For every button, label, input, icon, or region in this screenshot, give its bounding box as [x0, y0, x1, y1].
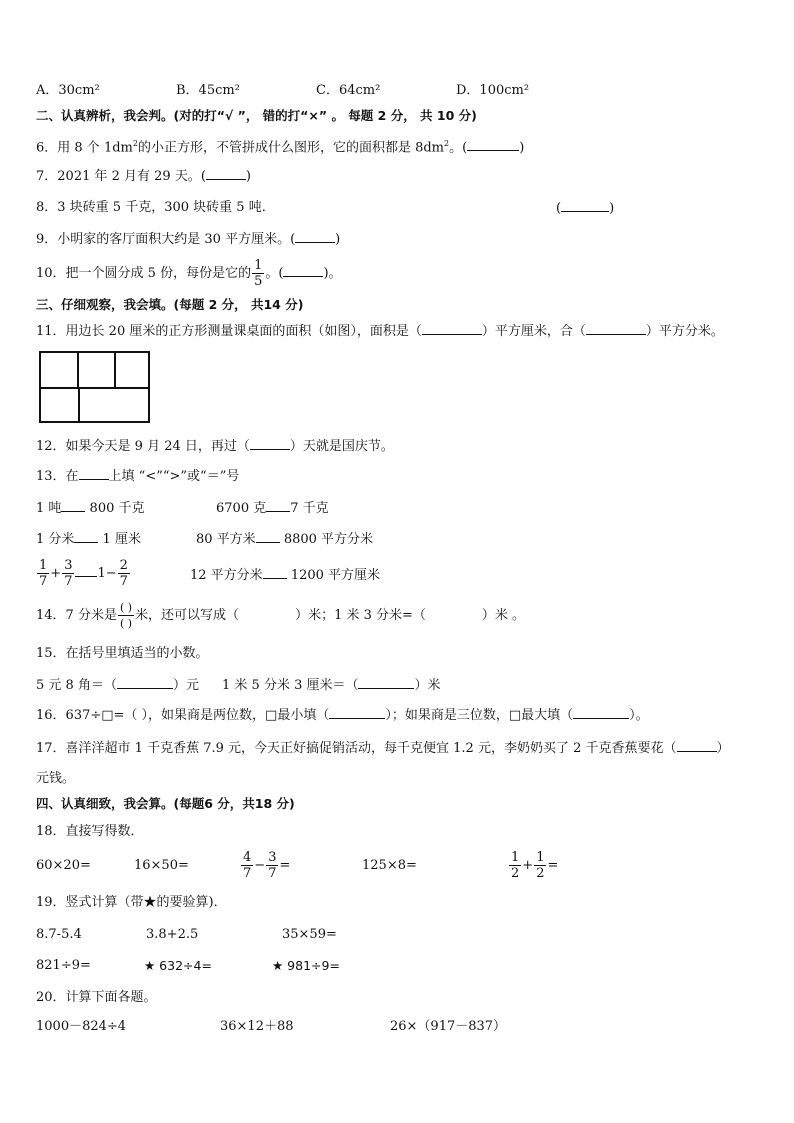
denominator: 2: [511, 866, 520, 881]
q11-answer-blank-2[interactable]: [586, 322, 646, 335]
question-13: [36, 467, 239, 486]
q9-text: 9．小明家的客厅面积大约是 30 平方厘米。(: [36, 232, 296, 247]
grid-horizontal-line: [41, 387, 148, 389]
numerator: 4: [243, 850, 252, 865]
question-20: 20．计算下面各题。: [36, 990, 157, 1005]
q20-expr-2: 36×12＋88: [220, 1019, 294, 1034]
q18-expr-4: 125×8=: [362, 858, 417, 873]
equals-sign: =: [279, 858, 291, 873]
q15-b-pre: 1 米 5 分米 3 厘米＝（: [222, 678, 359, 693]
q8-text: 8．3 块砖重 5 千克，300 块砖重 5 吨．: [36, 200, 275, 215]
q8-answer-blank[interactable]: [561, 199, 609, 212]
plus-sign: +: [50, 566, 62, 581]
q20-expr-3: 26×（917－837）: [390, 1019, 507, 1034]
q17-close: ）: [716, 741, 730, 756]
q13-fraction-1: [37, 558, 49, 589]
equals-sign: =: [547, 858, 559, 873]
q20-expr-1: 1000－824÷4: [36, 1019, 127, 1034]
q15-b-post: ）米: [414, 678, 441, 693]
q6-answer-blank[interactable]: [467, 138, 519, 151]
q6-close: ): [519, 140, 525, 156]
q11-text-post: ）平方分米。: [645, 324, 724, 339]
q13-r2a-post: 1 厘米: [102, 532, 141, 547]
q15-b-blank[interactable]: [358, 676, 414, 689]
option-a: A．30cm²: [36, 83, 100, 98]
q19-expr-1: 8.7-5.4: [36, 927, 82, 942]
question-15: 15．在括号里填适当的小数。: [36, 646, 209, 661]
q7-text: 7．2021 年 2 月有 29 天。(: [36, 169, 206, 184]
q19-expr-3: 35×59=: [282, 927, 337, 942]
question-18: 18．直接写得数．: [36, 824, 144, 839]
q11-text: 11．用边长 20 厘米的正方形测量课桌面的面积（如图），面积是（: [36, 324, 422, 339]
q13-r2a-pre: 1 分米: [36, 532, 75, 547]
plus-sign: +: [522, 858, 534, 873]
q17-line2: 元钱。: [36, 771, 76, 786]
denominator: 7: [243, 866, 252, 881]
q7-answer-blank[interactable]: [206, 167, 246, 180]
grid-vertical-line: [78, 387, 80, 421]
fraction: [534, 850, 546, 881]
q13-row3-left: [36, 554, 131, 594]
question-14: [36, 598, 525, 634]
q19-expr-5: ★ 632÷4=: [144, 958, 212, 973]
q15-part-a: [36, 676, 199, 695]
question-8: [36, 199, 275, 217]
q10-numerator: 1: [254, 258, 263, 273]
denominator: 7: [268, 866, 277, 881]
q14-text: 14．7 分米是: [36, 608, 117, 623]
question-10: [36, 258, 342, 289]
question-16: [36, 706, 649, 725]
grid-vertical-line: [114, 353, 116, 387]
numerator: 3: [268, 850, 277, 865]
q17-text: 17．喜洋洋超市 1 千克香蕉 7.9 元，今天正好搞促销活动，每千克便宜 1.2 元，李奶奶买了 2 千克香蕉要花（: [36, 741, 677, 756]
q9-close: ): [335, 232, 341, 247]
q13-text-post: 上填 “<”“>”或“＝”号: [108, 469, 240, 484]
option-c: C．64cm²: [316, 83, 381, 98]
q13-row2-left: [36, 530, 141, 549]
question-17: [36, 739, 730, 758]
q14-text-post: ）米 。: [481, 608, 526, 623]
q13-r3b-pre: 12 平方分米: [190, 568, 263, 583]
q19-expr-2: 3.8+2.5: [146, 927, 199, 942]
section-3-title: 三、仔细观察，我会填。(每题 2 分， 共14 分): [36, 297, 304, 312]
q6-text-mid: 的小正方形，不管拼成什么图形，它的面积都是 8dm: [137, 140, 445, 156]
q16-answer-blank-2[interactable]: [573, 706, 629, 719]
q14-fraction[interactable]: [118, 600, 134, 631]
q13-fraction-3: [118, 558, 130, 589]
denominator: ( ): [119, 617, 133, 630]
q19-expr-6: ★ 981÷9=: [272, 958, 340, 973]
q13-example-blank: [79, 467, 109, 480]
section-4-title: 四、认真细致，我会算。(每题6 分，共18 分): [36, 796, 295, 811]
q13-r2a-blank[interactable]: [74, 530, 98, 543]
denominator: 7: [39, 574, 48, 589]
q13-r2b-pre: 80 平方米: [196, 532, 256, 547]
option-b: B．45cm²: [176, 83, 240, 98]
q8-close: ): [609, 201, 615, 216]
q13-row2-right: [196, 530, 373, 549]
q13-r3b-blank[interactable]: [263, 566, 287, 579]
fraction: [241, 850, 253, 881]
q6-sup: 2: [132, 139, 138, 148]
q19-expr-4: 821÷9=: [36, 958, 91, 973]
q13-r2b-blank[interactable]: [256, 530, 280, 543]
section-2-title: 二、认真辨析，我会判。(对的打“√ ”， 错的打“×” 。 每题 2 分， 共 10 分): [36, 108, 477, 123]
q16-text: 16．637÷□=（ ），如果商是两位数，□最小填（: [36, 708, 330, 723]
q13-fraction-2: [62, 558, 74, 589]
q10-text: 10．把一个圆分成 5 份，每份是它的: [36, 266, 252, 281]
q13-row1-right: [216, 499, 329, 518]
q15-a-blank[interactable]: [117, 676, 173, 689]
q16-text-mid: ）；如果商是三位数，□最大填（: [385, 708, 574, 723]
q6-text-post: 。(: [449, 140, 468, 156]
q13-r1a-blank[interactable]: [61, 499, 85, 512]
q14-text-mid: 米，还可以写成（: [135, 608, 240, 623]
q13-r2b-post: 8800 平方分米: [283, 532, 374, 547]
q13-r1b-pre: 6700 克: [216, 501, 267, 516]
q18-expr-3: [240, 847, 290, 885]
q13-r1a-pre: 1 吨: [36, 501, 62, 516]
q11-text-mid: ）平方厘米，合（: [481, 324, 586, 339]
q10-fraction: [252, 258, 264, 289]
q13-r3b-post: 1200 平方厘米: [290, 568, 381, 583]
q16-text-post: ）。: [629, 708, 649, 723]
q8-answer: [556, 199, 614, 218]
q13-r1b-post: 7 千克: [290, 501, 329, 516]
q10-denominator: 5: [254, 274, 263, 289]
q13-r1a-post: 800 千克: [89, 501, 145, 516]
q13-r3a-blank[interactable]: [75, 564, 97, 577]
q10-text-post: 。(: [265, 266, 284, 281]
question-6: [36, 135, 524, 157]
q17-answer-blank[interactable]: [677, 739, 717, 752]
q11-answer-blank-1[interactable]: [422, 322, 482, 335]
q14-text-mid2: ）米；1 米 3 分米=（: [295, 608, 426, 623]
numerator: 1: [536, 850, 545, 865]
q13-row3-right: [190, 566, 380, 585]
question-19: 19．竖式计算（带★的要验算)．: [36, 895, 227, 910]
q15-a-pre: 5 元 8 角＝（: [36, 678, 117, 693]
q6-text: 6．用 8 个 1dm: [36, 140, 133, 156]
option-d: D．100cm²: [456, 83, 530, 98]
q18-expr-2: 16×50=: [134, 858, 189, 873]
question-7: [36, 167, 251, 186]
fraction: [266, 850, 278, 881]
denominator: 7: [119, 574, 128, 589]
denominator: 2: [536, 866, 545, 881]
numerator: 1: [39, 558, 48, 573]
minus-sign: −: [254, 858, 266, 873]
q16-answer-blank-1[interactable]: [329, 706, 385, 719]
q15-part-b: [222, 676, 441, 695]
q9-answer-blank[interactable]: [295, 230, 335, 243]
grid-vertical-line: [77, 353, 79, 387]
fraction: [509, 850, 521, 881]
q13-row1-left: [36, 499, 145, 518]
q7-close: ): [245, 169, 251, 184]
question-12: [36, 437, 394, 456]
q18-expr-5: [508, 847, 558, 885]
q8-open: (: [556, 201, 562, 216]
q13-r1b-blank[interactable]: [266, 499, 290, 512]
q6-sup2: 2: [444, 139, 450, 148]
q12-text-post: ）天就是国庆节。: [289, 439, 394, 454]
q10-close: )。: [323, 266, 342, 281]
q18-expr-1: 60×20=: [36, 858, 91, 873]
question-9: [36, 230, 340, 249]
numerator: ( ): [119, 601, 133, 614]
denominator: 7: [64, 574, 73, 589]
one-minus: 1−: [97, 566, 117, 581]
q11-figure-grid: [39, 351, 150, 423]
numerator: 3: [64, 558, 73, 573]
q12-answer-blank[interactable]: [250, 437, 290, 450]
q10-answer-blank[interactable]: [283, 264, 323, 277]
q12-text: 12．如果今天是 9 月 24 日，再过（: [36, 439, 250, 454]
q15-a-post: ）元: [172, 678, 199, 693]
numerator: 2: [119, 558, 128, 573]
question-11: [36, 322, 724, 341]
numerator: 1: [511, 850, 520, 865]
q13-text: 13．在: [36, 469, 79, 484]
